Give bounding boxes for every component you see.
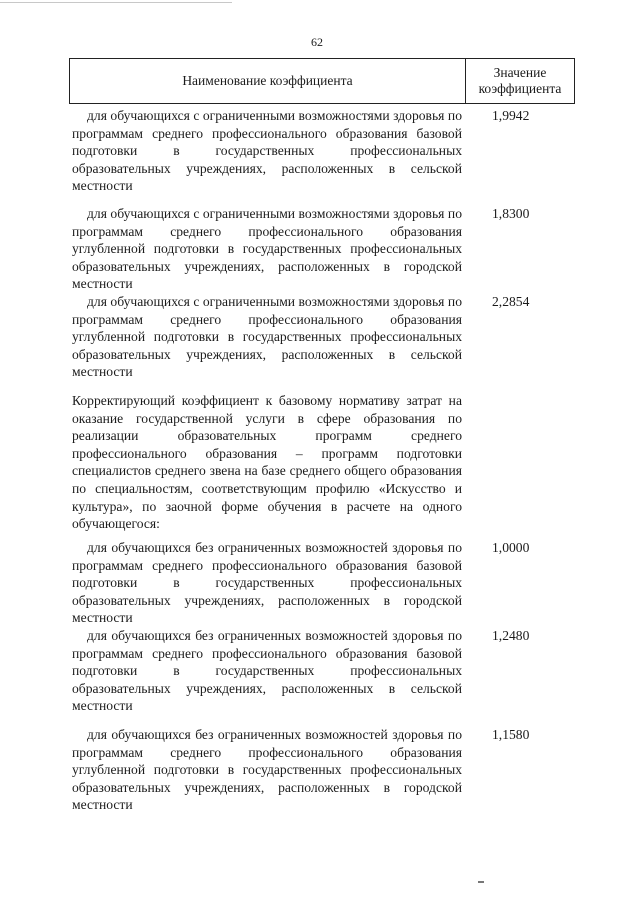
top-edge-line [0, 2, 232, 3]
table-row-value: 1,2480 [492, 628, 530, 643]
table-row-value: 1,1580 [492, 727, 530, 742]
table-row-text: для обучающихся без ограниченных возможностей здоровья по программам среднего профессионального образования базовой подготовки в государственных профессиональных образовательных учреждениях, расположенных в сельской местности [72, 628, 462, 714]
table-row-text: для обучающихся без ограниченных возможностей здоровья по программам среднего профессионального образования углубленной подготовки в государственных профессиональных образовательных учреждениях, расположенных в городской местности [72, 727, 462, 813]
table-row-value: 1,9942 [492, 108, 530, 123]
table-row-text: для обучающихся с ограниченными возможностями здоровья по программам среднего профессионального образования углубленной подготовки в государственных профессиональных образовательных учреждениях, расположенных в городской местности [72, 206, 462, 292]
table-row-value: 1,8300 [492, 206, 530, 221]
table-row-value: 2,2854 [492, 294, 530, 309]
table-header [69, 58, 575, 104]
section-heading-paragraph: Корректирующий коэффициент к базовому нормативу затрат на оказание государственной услуги в сфере образования по реализации образовательных программ среднего профессионального образования – программ подготовки специалистов среднего звена на базе среднего общего образования по специальностям, соответствующим профилю «Искусство и культура», по заочной форме обучения в расчете на одного обучающегося: [72, 393, 462, 532]
table-row-value: 1,0000 [492, 540, 530, 555]
table-row-text: для обучающихся без ограниченных возможностей здоровья по программам среднего профессионального образования базовой подготовки в государственных профессиональных образовательных учреждениях, расположенных в городской местности [72, 540, 462, 626]
scan-artifact [478, 881, 484, 883]
table-row-text: для обучающихся с ограниченными возможностями здоровья по программам среднего профессионального образования углубленной подготовки в государственных профессиональных образовательных учреждениях, расположенных в сельской местности [72, 294, 462, 380]
page-number: 62 [311, 35, 323, 49]
table-row-text: для обучающихся с ограниченными возможностями здоровья по программам среднего профессионального образования базовой подготовки в государственных профессиональных образовательных учреждениях, расположенных в сельской местности [72, 108, 462, 194]
column-header-name: Наименование коэффициента [182, 73, 353, 88]
column-header-value: Значение коэффициента [478, 65, 562, 96]
